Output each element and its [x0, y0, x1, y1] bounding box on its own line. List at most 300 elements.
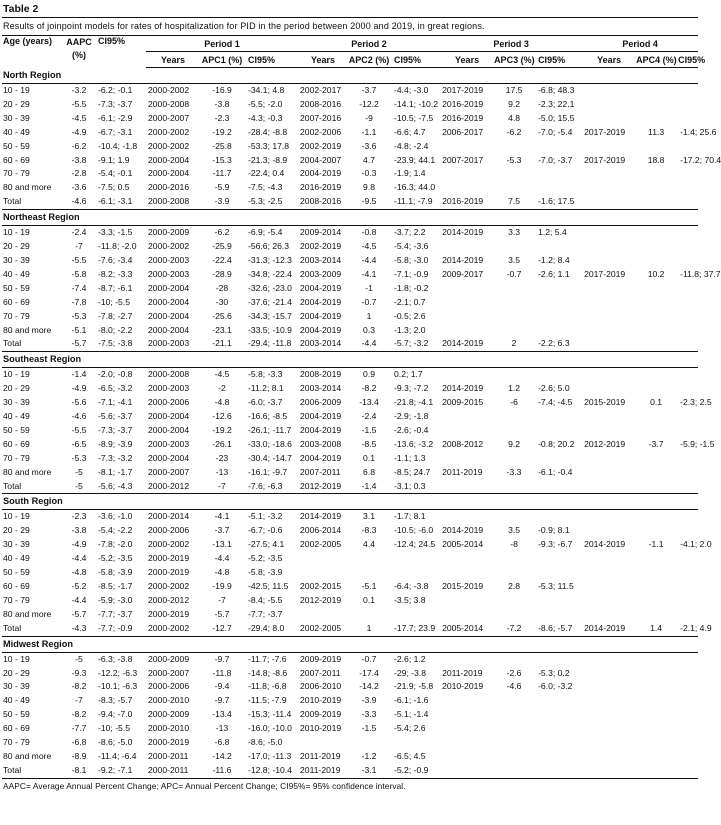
cell-apc3 — [494, 608, 534, 622]
cell-p1-years: 2000-2019 — [148, 567, 190, 578]
cell-apc1: -3.8 — [214, 98, 230, 109]
cell-p4-years — [582, 722, 636, 736]
cell-age: 10 - 19 — [3, 227, 30, 238]
cell-p4-ci — [676, 524, 698, 538]
cell-p1-years: 2000-2009 — [148, 709, 190, 720]
cell-apc2: -0.8 — [361, 227, 377, 238]
cell-p3-ci: -7.4; -4.5 — [538, 397, 573, 408]
cell-apc2: -4.4 — [361, 254, 377, 265]
cell-p4-years — [582, 167, 636, 181]
cell-p1-ci: -5.3; -2.5 — [244, 195, 298, 209]
cell-apc1: -13.4 — [212, 709, 232, 720]
cell-apc3: -5.3 — [506, 154, 522, 165]
cell-p1-ci: -8.4; -5.5 — [248, 594, 283, 605]
cell-p4-ci — [676, 736, 698, 750]
cell-aapc-ci: -8.1; -1.7 — [98, 466, 133, 477]
cell-p4-years — [582, 652, 636, 666]
cell-p3-years — [440, 240, 494, 254]
table-row — [2, 296, 698, 310]
cell-p2-ci: -23.9; 44.1 — [394, 154, 436, 165]
cell-p3-ci — [534, 324, 582, 338]
cell-p2-ci — [390, 608, 440, 622]
cell-p3-years — [440, 368, 494, 382]
cell-p1-years: 2000-2003 — [148, 438, 190, 449]
cell-apc1: -23.1 — [212, 324, 232, 335]
cell-p4-ci: -1.4; 25.6 — [680, 126, 717, 137]
cell-aapc-ci: -3.6; -1.0 — [98, 511, 133, 522]
cell-p4-years — [582, 424, 636, 438]
cell-p1-ci: -33.5; -10.9 — [248, 324, 292, 335]
region-header-row — [2, 636, 698, 652]
cell-aapc: -3.8 — [71, 154, 87, 165]
cell-p4-years — [582, 181, 636, 195]
cell-p3-ci: -0.9; 8.1 — [538, 525, 570, 536]
cell-p4-years: 2014-2019 — [582, 622, 636, 636]
cell-apc3 — [494, 296, 534, 310]
cell-p2-years: 2008-2016 — [298, 195, 348, 209]
cell-aapc: -5.5 — [71, 254, 87, 265]
cell-p1-years: 2000-2012 — [146, 480, 200, 494]
cell-aapc: -3.8 — [71, 525, 87, 536]
cell-p4-years — [582, 240, 636, 254]
cell-p4-years — [582, 226, 636, 240]
cell-p4-ci: -17.2; 70.4 — [680, 154, 721, 165]
cell-p2-ci: -5.1; -1.4 — [394, 709, 429, 720]
cell-p3-ci: -7.0; -3.7 — [538, 154, 573, 165]
cell-p3-ci: -2.6; 1.1 — [538, 268, 570, 279]
header-years-3: Years — [440, 52, 494, 68]
cell-p4-years — [582, 452, 636, 466]
cell-apc4 — [636, 466, 676, 480]
cell-p3-years — [440, 167, 494, 181]
cell-apc1: -13 — [215, 466, 229, 477]
cell-aapc: -5 — [75, 653, 83, 664]
cell-p3-years — [440, 736, 494, 750]
cell-p3-ci — [534, 708, 582, 722]
cell-aapc-ci: -7.5; -3.8 — [94, 337, 146, 351]
cell-apc4 — [636, 566, 676, 580]
cell-p4-ci — [676, 254, 698, 268]
cell-p1-ci: -21.3; -8.9 — [248, 154, 288, 165]
cell-apc3: 2.8 — [508, 581, 521, 591]
cell-apc1: -2.3 — [214, 112, 230, 123]
cell-aapc-ci: -9.2; -7.1 — [94, 764, 146, 778]
cell-apc1: -4.1 — [214, 511, 230, 522]
cell-apc2: -4.4 — [348, 337, 390, 351]
cell-p4-ci — [676, 667, 698, 681]
header-apc4: APC4 (%) — [636, 52, 676, 68]
cell-p2-years: 2002-2019 — [300, 241, 342, 252]
cell-apc3: 3.5 — [508, 525, 521, 536]
cell-p2-ci: -6.5; 4.5 — [394, 750, 426, 761]
cell-apc3: 9.2 — [508, 438, 521, 449]
cell-apc2: -8.5 — [361, 438, 377, 449]
cell-p1-ci: -31.3; -12.3 — [248, 254, 292, 265]
cell-apc2: -1.2 — [361, 750, 377, 761]
cell-aapc-ci: -5.4; -0.1 — [98, 168, 133, 179]
cell-p2-ci: -21.8; -4.1 — [394, 397, 434, 408]
cell-p4-years — [582, 254, 636, 268]
cell-apc1: -13.1 — [212, 539, 232, 550]
region-name: Midwest Region — [2, 636, 698, 652]
cell-apc4 — [636, 524, 676, 538]
cell-p1-years: 2000-2004 — [148, 310, 190, 321]
cell-apc4 — [636, 195, 676, 209]
cell-aapc: -2.3 — [71, 511, 87, 522]
cell-p4-years — [582, 764, 636, 778]
cell-p3-years — [440, 140, 494, 154]
cell-p4-ci — [676, 566, 698, 580]
cell-apc1: -3.9 — [200, 195, 244, 209]
cell-aapc-ci: -10; -5.5 — [98, 296, 131, 307]
cell-p1-years: 2000-2004 — [148, 424, 190, 435]
cell-aapc: -7 — [75, 241, 83, 252]
cell-p2-years: 2006-2014 — [300, 525, 342, 536]
cell-p1-ci: -11.8; -6.8 — [248, 681, 287, 692]
cell-p1-ci: -16.6; -8.5 — [248, 411, 288, 422]
cell-apc4 — [636, 480, 676, 494]
table-row — [2, 466, 698, 480]
cell-apc4 — [636, 667, 676, 681]
table-row — [2, 594, 698, 608]
cell-apc4: -3.7 — [648, 438, 664, 449]
cell-p1-ci: -5.1; -3.2 — [248, 511, 283, 522]
cell-p1-years: 2000-2008 — [148, 369, 190, 380]
cell-p2-ci: -2.6; 1.2 — [394, 653, 426, 664]
cell-p3-ci — [534, 694, 582, 708]
cell-p2-ci: -1.3; 2.0 — [394, 324, 426, 335]
cell-p3-years: 2017-2019 — [442, 85, 484, 95]
cell-p1-years: 2000-2004 — [148, 452, 190, 463]
cell-p1-years: 2000-2007 — [148, 112, 190, 123]
cell-p3-years — [440, 424, 494, 438]
table-row — [2, 652, 698, 666]
cell-p4-ci — [676, 680, 698, 694]
cell-p1-ci: -16.1; -9.7 — [248, 466, 288, 477]
cell-aapc: -3.2 — [71, 85, 87, 95]
cell-aapc-ci: -6.2; -0.1 — [98, 85, 133, 95]
cell-p4-ci — [676, 382, 698, 396]
cell-p4-years — [582, 566, 636, 580]
cell-p3-years: 2016-2019 — [442, 98, 484, 109]
cell-apc3: 3.5 — [508, 254, 521, 265]
cell-p4-years: 2015-2019 — [584, 397, 626, 408]
cell-apc2: 1 — [366, 310, 372, 321]
cell-p2-ci: -3.5; 3.8 — [394, 594, 426, 605]
cell-p3-ci — [534, 736, 582, 750]
cell-apc4 — [636, 98, 676, 112]
cell-p3-years: 2011-2019 — [442, 466, 483, 477]
cell-apc3 — [494, 510, 534, 524]
cell-p3-years: 2007-2017 — [442, 154, 484, 165]
cell-age: 30 - 39 — [3, 112, 30, 123]
cell-p3-ci — [534, 722, 582, 736]
table-row — [2, 396, 698, 410]
cell-p4-ci: -2.1; 4.9 — [676, 622, 698, 636]
cell-p4-years: 2017-2019 — [584, 268, 626, 279]
cell-p4-years — [582, 112, 636, 126]
cell-aapc: -8.2 — [71, 681, 87, 692]
cell-p2-years: 2002-2017 — [300, 85, 342, 95]
cell-p1-ci: -5.5; -2.0 — [248, 98, 283, 109]
cell-apc2: 0.3 — [363, 324, 375, 335]
cell-aapc: -4.8 — [71, 567, 87, 578]
cell-p3-years — [440, 452, 494, 466]
cell-p2-ci: -10.5; -7.5 — [394, 112, 434, 123]
cell-p2-years: 2007-2011 — [300, 667, 341, 678]
table-row — [2, 195, 698, 209]
cell-aapc-ci: -6.1; -2.9 — [98, 112, 133, 123]
cell-p3-years: 2014-2019 — [442, 227, 484, 238]
cell-apc1: -9.7 — [214, 653, 230, 664]
cell-p3-years: 2014-2019 — [442, 383, 484, 394]
cell-p4-years: 2012-2019 — [584, 438, 626, 449]
cell-aapc-ci: -7.8; -2.0 — [98, 539, 133, 550]
cell-apc1: -19.9 — [212, 581, 232, 591]
cell-p2-years: 2010-2019 — [300, 695, 342, 706]
cell-aapc-ci: -5.6; -3.7 — [98, 411, 133, 422]
cell-aapc-ci: -7.3; -3.7 — [98, 424, 133, 435]
cell-apc2: 1 — [348, 622, 390, 636]
cell-p1-years: 2000-2004 — [148, 296, 190, 307]
cell-p4-years — [582, 608, 636, 622]
cell-p1-ci: -14.8; -8.6 — [248, 667, 288, 678]
cell-aapc: -5 — [75, 466, 83, 477]
cell-apc3: 17.5 — [505, 85, 523, 95]
cell-age: 60 - 69 — [3, 154, 30, 165]
table-row — [2, 667, 698, 681]
cell-p4-ci — [676, 226, 698, 240]
cell-apc1: -25.8 — [212, 140, 232, 151]
cell-p4-years — [582, 694, 636, 708]
cell-apc4 — [636, 510, 676, 524]
cell-p3-ci — [534, 510, 582, 524]
cell-p4-ci — [676, 708, 698, 722]
cell-p1-ci: -5.8; -3.3 — [248, 369, 283, 380]
cell-aapc: -2.8 — [71, 168, 87, 179]
cell-aapc-ci: -7.5; 0.5 — [98, 182, 130, 193]
region-name: North Region — [2, 68, 698, 84]
cell-p2-years: 2008-2016 — [300, 98, 342, 109]
cell-apc1: -25.6 — [212, 310, 232, 321]
cell-apc3 — [494, 167, 534, 181]
cell-p2-years: 2004-2019 — [300, 411, 342, 422]
table-row — [2, 310, 698, 324]
cell-apc1: -2 — [218, 383, 226, 394]
cell-p3-years — [440, 594, 494, 608]
cell-age: 70 - 79 — [3, 168, 30, 179]
table-row — [2, 382, 698, 396]
cell-p2-ci: -5.2; -0.9 — [390, 764, 440, 778]
cell-p1-ci: -29.4; -11.8 — [244, 337, 298, 351]
cell-age: Total — [2, 337, 64, 351]
cell-apc4 — [636, 750, 676, 764]
cell-p4-years — [582, 84, 636, 98]
cell-apc4 — [636, 594, 676, 608]
cell-apc3 — [494, 310, 534, 324]
cell-age: 20 - 29 — [3, 667, 30, 678]
cell-p2-years: 2012-2019 — [298, 480, 348, 494]
cell-aapc: -5.5 — [71, 424, 87, 435]
cell-aapc: -6.5 — [71, 438, 87, 449]
cell-p4-ci: -5.9; -1.5 — [680, 438, 715, 449]
cell-apc2: -9.5 — [348, 195, 390, 209]
cell-p3-ci: -5.3; 11.5 — [538, 581, 574, 591]
cell-apc4 — [636, 282, 676, 296]
cell-p2-years: 2011-2019 — [298, 764, 348, 778]
cell-p2-years: 2003-2014 — [298, 337, 348, 351]
cell-p2-ci: -1.9; 1.4 — [394, 168, 426, 179]
table-row — [2, 337, 698, 351]
cell-p4-ci — [676, 764, 698, 778]
cell-age: 60 - 69 — [3, 438, 30, 449]
cell-p3-years — [440, 310, 494, 324]
cell-p2-ci: -6.1; -1.6 — [394, 695, 429, 706]
cell-p4-ci — [676, 694, 698, 708]
cell-apc1: -5.7 — [214, 608, 230, 619]
cell-aapc-ci: -8.7; -6.1 — [98, 282, 133, 293]
cell-p2-years: 2002-2015 — [300, 581, 342, 591]
cell-apc3: 7.5 — [494, 195, 534, 209]
header-ci95-1: CI95% — [244, 52, 298, 68]
cell-age: 50 - 59 — [3, 567, 30, 578]
cell-p1-ci: -30.4; -14.7 — [248, 452, 292, 463]
cell-aapc: -4.6 — [64, 195, 94, 209]
cell-p3-years: 2014-2019 — [442, 525, 484, 536]
header-period-3: Period 3 — [440, 36, 582, 52]
cell-aapc-ci: -11.4; -6.4 — [98, 750, 137, 761]
cell-aapc: -5.3 — [71, 452, 87, 463]
cell-p3-ci — [534, 181, 582, 195]
cell-p3-years: 2010-2019 — [442, 681, 484, 692]
cell-p4-ci — [676, 282, 698, 296]
cell-aapc: -4.4 — [71, 594, 87, 605]
cell-p3-ci: -9.3; -6.7 — [538, 539, 573, 550]
cell-apc4 — [636, 680, 676, 694]
cell-p2-years: 2004-2019 — [300, 324, 342, 335]
cell-apc1: -9.4 — [214, 681, 230, 692]
cell-p1-ci: -11.2; 8.1 — [248, 383, 284, 394]
cell-p4-years — [582, 382, 636, 396]
cell-p2-ci: -14.1; -10.2 — [394, 98, 438, 109]
cell-apc2: -4.1 — [361, 268, 377, 279]
cell-apc3: -6.2 — [506, 126, 522, 137]
header-years-2: Years — [298, 52, 348, 68]
cell-p3-ci: -5.0; 15.5 — [538, 112, 575, 123]
cell-apc4 — [636, 410, 676, 424]
cell-aapc-ci: -8.9; -3.9 — [98, 438, 133, 449]
cell-p1-ci: -22.4; 0.4 — [248, 168, 285, 179]
cell-p3-years — [440, 566, 494, 580]
cell-aapc-ci: -5.8; -3.9 — [98, 567, 133, 578]
cell-p3-ci — [534, 296, 582, 310]
cell-age: 40 - 49 — [3, 553, 30, 564]
cell-p4-ci — [676, 580, 698, 594]
cell-p3-years: 2015-2019 — [442, 581, 484, 591]
cell-apc4 — [636, 240, 676, 254]
cell-age: 20 - 29 — [3, 98, 30, 109]
cell-p3-ci — [534, 424, 582, 438]
cell-p2-years: 2004-2019 — [300, 310, 342, 321]
cell-p2-ci: -4.4; -3.0 — [394, 85, 429, 95]
cell-p3-years: 2008-2012 — [442, 438, 484, 449]
cell-p2-years: 2009-2019 — [300, 709, 342, 720]
cell-aapc-ci: -7.3; -3.7 — [98, 98, 133, 109]
table-row — [2, 98, 698, 112]
cell-apc2: -14.2 — [359, 681, 379, 692]
cell-p3-years: 2011-2019 — [442, 667, 483, 678]
cell-p4-ci — [676, 424, 698, 438]
cell-p4-ci — [676, 240, 698, 254]
cell-p1-years: 2000-2004 — [148, 411, 190, 422]
cell-aapc: -5.7 — [71, 608, 87, 619]
cell-p3-years — [440, 324, 494, 338]
cell-p3-years — [440, 296, 494, 310]
cell-apc3: 9.2 — [508, 98, 521, 109]
cell-p4-years — [582, 552, 636, 566]
cell-age: 40 - 49 — [3, 268, 30, 279]
cell-p1-years: 2000-2002 — [148, 85, 190, 95]
cell-p3-years — [440, 510, 494, 524]
cell-apc4 — [636, 580, 676, 594]
region-name: Northeast Region — [2, 210, 698, 226]
cell-p4-ci — [676, 324, 698, 338]
cell-apc2: -3.9 — [361, 695, 377, 706]
cell-aapc: -7.4 — [71, 282, 87, 293]
cell-apc2: -1 — [365, 282, 373, 293]
cell-p4-ci — [676, 310, 698, 324]
header-period-4: Period 4 — [582, 36, 698, 52]
cell-p2-ci: -1.1; 1.3 — [394, 452, 426, 463]
cell-age: Total — [2, 480, 64, 494]
cell-p4-years: 2017-2019 — [584, 126, 626, 137]
cell-aapc: -4.9 — [71, 383, 87, 394]
cell-apc2: -2.4 — [361, 411, 377, 422]
table-row — [2, 268, 698, 282]
cell-apc3: 4.8 — [508, 112, 521, 123]
table-row — [2, 84, 698, 98]
cell-p1-years: 2000-2019 — [148, 608, 190, 619]
cell-p2-years — [298, 736, 348, 750]
cell-p1-years: 2000-2002 — [148, 126, 190, 137]
cell-p4-years — [582, 98, 636, 112]
cell-aapc-ci: -2.0; -0.8 — [98, 369, 133, 380]
cell-p1-years: 2000-2004 — [148, 324, 190, 335]
cell-apc3: -3.3 — [506, 466, 522, 477]
cell-apc1: -4.8 — [214, 567, 230, 578]
table-row — [2, 181, 698, 195]
table-row — [2, 240, 698, 254]
cell-aapc-ci: -9.4; -7.0 — [98, 709, 133, 720]
cell-apc3 — [494, 694, 534, 708]
cell-p4-ci: -2.3; 2.5 — [680, 397, 712, 408]
cell-p2-years: 2006-2009 — [300, 397, 342, 408]
cell-apc3 — [494, 324, 534, 338]
cell-p1-years: 2000-2003 — [148, 383, 190, 394]
cell-apc1: -13 — [215, 723, 229, 734]
cell-age: 70 - 79 — [3, 737, 30, 748]
cell-apc1: -5.9 — [214, 182, 230, 193]
cell-age: Total — [2, 622, 64, 636]
cell-p4-ci — [676, 750, 698, 764]
cell-apc4 — [636, 382, 676, 396]
cell-aapc-ci: -7.8; -2.7 — [98, 310, 133, 321]
cell-p4-ci — [676, 652, 698, 666]
header-years-1: Years — [146, 52, 200, 68]
cell-aapc-ci: -7.1; -4.1 — [98, 397, 133, 408]
cell-p4-years: 2017-2019 — [584, 154, 626, 165]
cell-p1-years: 2000-2011 — [146, 764, 200, 778]
